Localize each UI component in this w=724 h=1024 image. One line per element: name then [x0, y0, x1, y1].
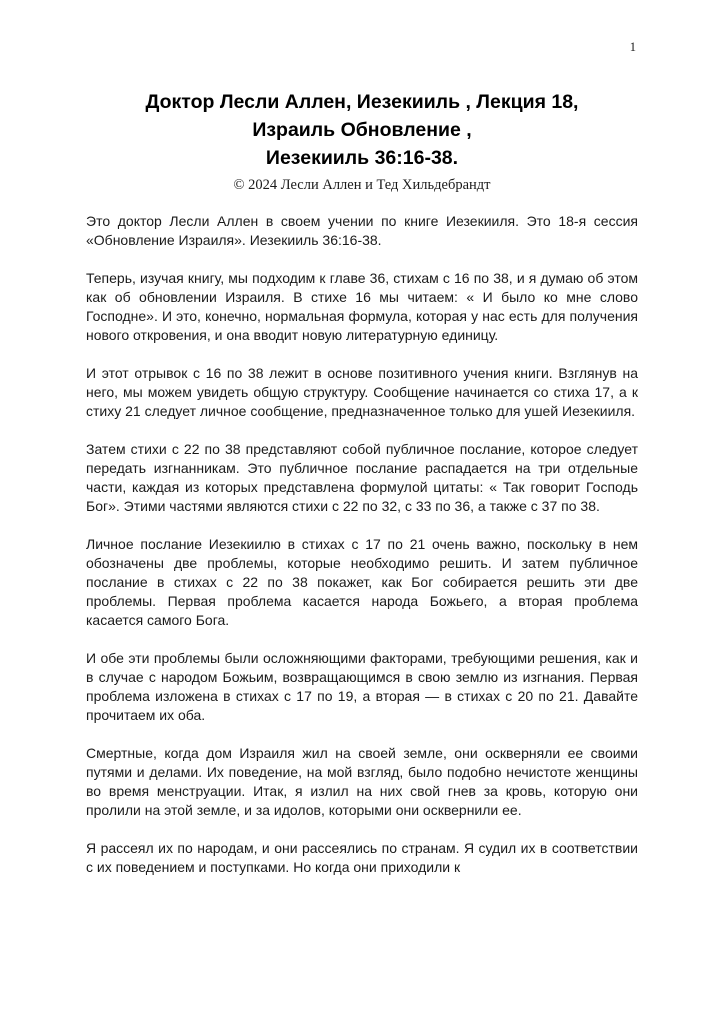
title-line-1: Доктор Лесли Аллен, Иезекииль , Лекция 18,: [145, 91, 579, 113]
paragraph-5: Личное послание Иезекиилю в стихах с 17 по 21 очень важно, поскольку в нем обозначены две проблемы, которые необходимо решить. И затем публичное послание в стихах с 22 по 38 покажет, как Бог собирается решить эти две проблемы. Первая проблема касается народа Божьего, а вторая проблема касается самого Бога.: [86, 536, 638, 628]
title-line-2: Израиль Обновление ,: [252, 119, 472, 141]
document-body: [86, 212, 638, 877]
paragraph-7: Смертные, когда дом Израиля жил на своей земле, они оскверняли ее своими путями и делами. Их поведение, на мой взгляд, было подобно нечистоте женщины во время менструации. Итак, я излил на них свой гнев за кровь, которую они пролили на этой земле, и за идолов, которыми они осквернили ее.: [86, 745, 638, 818]
title-line-3: Иезекииль 36:16-38.: [265, 147, 459, 169]
copyright-line: © 2024 Лесли Аллен и Тед Хильдебрандт: [233, 177, 491, 193]
page-number: 1: [629, 40, 636, 54]
paragraph-3: И этот отрывок с 16 по 38 лежит в основе позитивного учения книги. Взглянув на него, мы можем увидеть общую структуру. Сообщение начинается со стиха 17, а к стиху 21 следует личное сообщение, предназначенное только для ушей Иезекииля.: [86, 365, 638, 419]
paragraph-4: Затем стихи с 22 по 38 представляют собой публичное послание, которое следует передать изгнанникам. Это публичное послание распадается на три отдельные части, каждая из которых представлена формулой цитаты: « Так говорит Господь Бог». Этими частями являются стихи с 22 по 32, с 33 по 36, а также с 37 по 38.: [86, 441, 638, 514]
paragraph-8: Я рассеял их по народам, и они рассеялись по странам. Я судил их в соответствии с их поведением и поступками. Но когда они приходили к: [86, 840, 638, 875]
document-title: [86, 88, 638, 172]
paragraph-2: Теперь, изучая книгу, мы подходим к главе 36, стихам с 16 по 38, и я думаю об этом как об обновлении Израиля. В стихе 16 мы читаем: « И было ко мне слово Господне». И это, конечно, нормальная формула, которая у нас есть для получения нового откровения, и она вводит новую литературную единицу.: [86, 270, 638, 343]
paragraph-1: Это доктор Лесли Аллен в своем учении по книге Иезекииля. Это 18-я сессия «Обновление Израиля». Иезекииль 36:16-38.: [86, 213, 638, 248]
paragraph-6: И обе эти проблемы были осложняющими факторами, требующими решения, как и в случае с народом Божьим, возвращающимся в свою землю из изгнания. Первая проблема изложена в стихах с 17 по 19, а вторая — в стихах с 20 по 21. Давайте прочитаем их оба.: [86, 650, 638, 723]
